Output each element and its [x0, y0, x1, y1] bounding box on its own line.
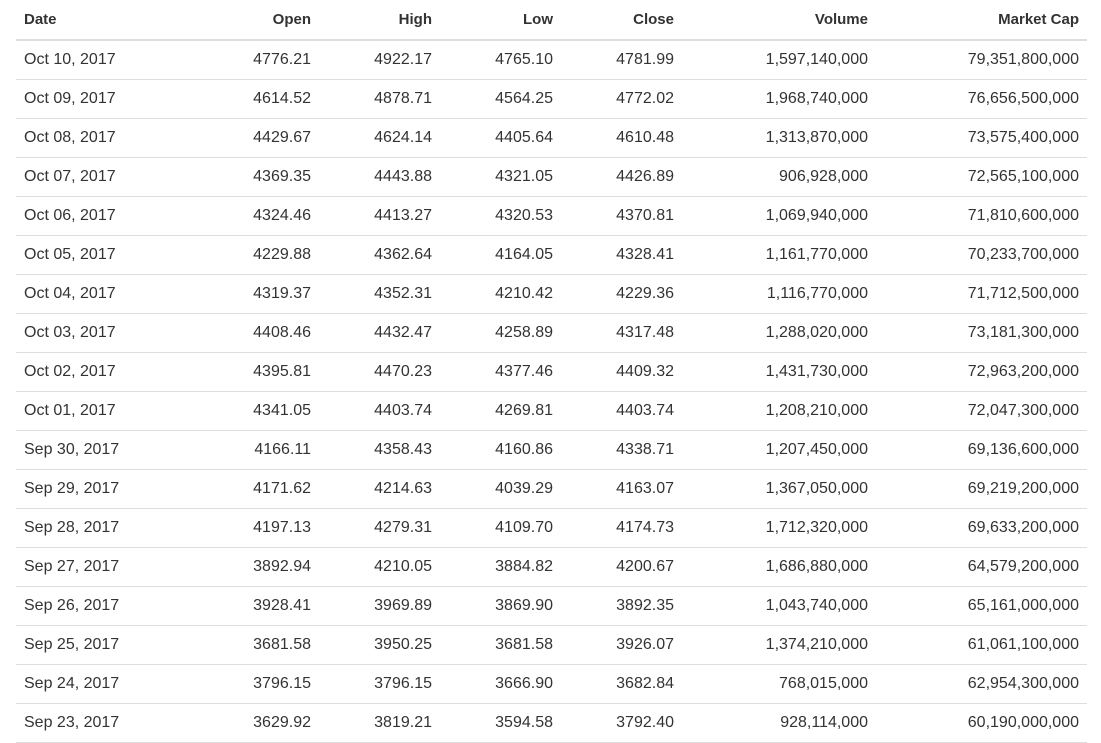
cell-high: 4624.14 — [319, 119, 440, 158]
cell-market-cap: 62,954,300,000 — [876, 665, 1087, 704]
cell-volume: 1,374,210,000 — [682, 626, 876, 665]
table-row — [16, 314, 1087, 353]
table-row — [16, 665, 1087, 704]
column-header-high[interactable]: High — [319, 0, 440, 40]
cell-low: 4564.25 — [440, 80, 561, 119]
cell-high: 4362.64 — [319, 236, 440, 275]
cell-close: 4163.07 — [561, 470, 682, 509]
cell-high: 3796.15 — [319, 665, 440, 704]
column-header-low[interactable]: Low — [440, 0, 561, 40]
cell-market-cap: 61,061,100,000 — [876, 626, 1087, 665]
cell-date: Sep 27, 2017 — [16, 548, 165, 587]
cell-open: 4395.81 — [165, 353, 319, 392]
cell-high: 4470.23 — [319, 353, 440, 392]
cell-open: 4171.62 — [165, 470, 319, 509]
cell-close: 4610.48 — [561, 119, 682, 158]
table-header-row — [16, 0, 1087, 40]
cell-volume: 1,597,140,000 — [682, 40, 876, 80]
cell-high: 4352.31 — [319, 275, 440, 314]
table-row — [16, 392, 1087, 431]
cell-open: 4197.13 — [165, 509, 319, 548]
cell-high: 4443.88 — [319, 158, 440, 197]
cell-low: 4269.81 — [440, 392, 561, 431]
table-row — [16, 431, 1087, 470]
cell-high: 4279.31 — [319, 509, 440, 548]
cell-open: 3681.58 — [165, 626, 319, 665]
table-row — [16, 236, 1087, 275]
cell-volume: 768,015,000 — [682, 665, 876, 704]
cell-open: 3796.15 — [165, 665, 319, 704]
cell-close: 4426.89 — [561, 158, 682, 197]
table-row — [16, 40, 1087, 80]
cell-low: 3594.58 — [440, 704, 561, 743]
cell-high: 3969.89 — [319, 587, 440, 626]
table-body — [16, 40, 1087, 743]
cell-date: Sep 25, 2017 — [16, 626, 165, 665]
cell-market-cap: 72,565,100,000 — [876, 158, 1087, 197]
table-row — [16, 626, 1087, 665]
cell-open: 3629.92 — [165, 704, 319, 743]
table-row — [16, 197, 1087, 236]
cell-market-cap: 70,233,700,000 — [876, 236, 1087, 275]
cell-market-cap: 71,810,600,000 — [876, 197, 1087, 236]
cell-low: 4109.70 — [440, 509, 561, 548]
cell-low: 4320.53 — [440, 197, 561, 236]
cell-low: 4321.05 — [440, 158, 561, 197]
table-row — [16, 470, 1087, 509]
cell-close: 3892.35 — [561, 587, 682, 626]
cell-date: Oct 08, 2017 — [16, 119, 165, 158]
cell-low: 4377.46 — [440, 353, 561, 392]
cell-volume: 1,367,050,000 — [682, 470, 876, 509]
cell-open: 4229.88 — [165, 236, 319, 275]
cell-open: 4341.05 — [165, 392, 319, 431]
table-row — [16, 587, 1087, 626]
cell-date: Oct 03, 2017 — [16, 314, 165, 353]
cell-high: 4403.74 — [319, 392, 440, 431]
column-header-close[interactable]: Close — [561, 0, 682, 40]
cell-market-cap: 71,712,500,000 — [876, 275, 1087, 314]
cell-low: 4164.05 — [440, 236, 561, 275]
cell-high: 3819.21 — [319, 704, 440, 743]
cell-date: Oct 01, 2017 — [16, 392, 165, 431]
cell-date: Sep 26, 2017 — [16, 587, 165, 626]
cell-close: 3682.84 — [561, 665, 682, 704]
cell-market-cap: 69,136,600,000 — [876, 431, 1087, 470]
cell-date: Sep 23, 2017 — [16, 704, 165, 743]
cell-volume: 1,069,940,000 — [682, 197, 876, 236]
cell-low: 3681.58 — [440, 626, 561, 665]
cell-low: 3869.90 — [440, 587, 561, 626]
cell-market-cap: 79,351,800,000 — [876, 40, 1087, 80]
cell-date: Oct 02, 2017 — [16, 353, 165, 392]
cell-close: 4781.99 — [561, 40, 682, 80]
cell-high: 4358.43 — [319, 431, 440, 470]
cell-date: Sep 28, 2017 — [16, 509, 165, 548]
cell-open: 4429.67 — [165, 119, 319, 158]
cell-market-cap: 72,963,200,000 — [876, 353, 1087, 392]
column-header-volume[interactable]: Volume — [682, 0, 876, 40]
cell-date: Oct 09, 2017 — [16, 80, 165, 119]
cell-low: 4160.86 — [440, 431, 561, 470]
cell-low: 4405.64 — [440, 119, 561, 158]
cell-high: 4413.27 — [319, 197, 440, 236]
cell-high: 4878.71 — [319, 80, 440, 119]
table-row — [16, 275, 1087, 314]
cell-low: 3666.90 — [440, 665, 561, 704]
cell-close: 4370.81 — [561, 197, 682, 236]
cell-market-cap: 73,575,400,000 — [876, 119, 1087, 158]
cell-volume: 928,114,000 — [682, 704, 876, 743]
cell-market-cap: 65,161,000,000 — [876, 587, 1087, 626]
cell-volume: 1,686,880,000 — [682, 548, 876, 587]
cell-volume: 1,208,210,000 — [682, 392, 876, 431]
table-row — [16, 704, 1087, 743]
cell-volume: 1,313,870,000 — [682, 119, 876, 158]
cell-market-cap: 73,181,300,000 — [876, 314, 1087, 353]
cell-close: 4317.48 — [561, 314, 682, 353]
cell-low: 4039.29 — [440, 470, 561, 509]
cell-volume: 1,161,770,000 — [682, 236, 876, 275]
cell-open: 4408.46 — [165, 314, 319, 353]
cell-volume: 1,043,740,000 — [682, 587, 876, 626]
cell-close: 4174.73 — [561, 509, 682, 548]
cell-open: 4166.11 — [165, 431, 319, 470]
table-row — [16, 353, 1087, 392]
cell-date: Oct 04, 2017 — [16, 275, 165, 314]
cell-volume: 1,431,730,000 — [682, 353, 876, 392]
table-row — [16, 80, 1087, 119]
cell-close: 4328.41 — [561, 236, 682, 275]
cell-open: 4324.46 — [165, 197, 319, 236]
cell-volume: 906,928,000 — [682, 158, 876, 197]
cell-date: Oct 07, 2017 — [16, 158, 165, 197]
table-row — [16, 509, 1087, 548]
table-row — [16, 548, 1087, 587]
cell-high: 4210.05 — [319, 548, 440, 587]
cell-volume: 1,968,740,000 — [682, 80, 876, 119]
column-header-market-cap[interactable]: Market Cap — [876, 0, 1087, 40]
cell-close: 4338.71 — [561, 431, 682, 470]
cell-date: Sep 29, 2017 — [16, 470, 165, 509]
cell-close: 4772.02 — [561, 80, 682, 119]
cell-market-cap: 69,219,200,000 — [876, 470, 1087, 509]
table-header — [16, 0, 1087, 40]
cell-open: 4776.21 — [165, 40, 319, 80]
cell-open: 4319.37 — [165, 275, 319, 314]
cell-date: Oct 10, 2017 — [16, 40, 165, 80]
cell-market-cap: 64,579,200,000 — [876, 548, 1087, 587]
table-row — [16, 158, 1087, 197]
table-row — [16, 119, 1087, 158]
historical-data-table-container — [16, 0, 1087, 743]
cell-low: 4210.42 — [440, 275, 561, 314]
cell-market-cap: 69,633,200,000 — [876, 509, 1087, 548]
cell-volume: 1,288,020,000 — [682, 314, 876, 353]
cell-close: 3926.07 — [561, 626, 682, 665]
cell-high: 4922.17 — [319, 40, 440, 80]
cell-high: 3950.25 — [319, 626, 440, 665]
cell-low: 4765.10 — [440, 40, 561, 80]
cell-volume: 1,207,450,000 — [682, 431, 876, 470]
historical-data-table — [16, 0, 1087, 743]
cell-open: 3892.94 — [165, 548, 319, 587]
cell-open: 4614.52 — [165, 80, 319, 119]
cell-open: 4369.35 — [165, 158, 319, 197]
cell-low: 4258.89 — [440, 314, 561, 353]
cell-market-cap: 72,047,300,000 — [876, 392, 1087, 431]
column-header-open[interactable]: Open — [165, 0, 319, 40]
cell-close: 3792.40 — [561, 704, 682, 743]
cell-volume: 1,116,770,000 — [682, 275, 876, 314]
cell-market-cap: 60,190,000,000 — [876, 704, 1087, 743]
cell-high: 4214.63 — [319, 470, 440, 509]
cell-high: 4432.47 — [319, 314, 440, 353]
cell-low: 3884.82 — [440, 548, 561, 587]
cell-close: 4229.36 — [561, 275, 682, 314]
column-header-date[interactable]: Date — [16, 0, 165, 40]
cell-date: Oct 05, 2017 — [16, 236, 165, 275]
cell-market-cap: 76,656,500,000 — [876, 80, 1087, 119]
cell-close: 4409.32 — [561, 353, 682, 392]
cell-date: Oct 06, 2017 — [16, 197, 165, 236]
cell-volume: 1,712,320,000 — [682, 509, 876, 548]
cell-close: 4200.67 — [561, 548, 682, 587]
cell-date: Sep 30, 2017 — [16, 431, 165, 470]
cell-date: Sep 24, 2017 — [16, 665, 165, 704]
cell-open: 3928.41 — [165, 587, 319, 626]
cell-close: 4403.74 — [561, 392, 682, 431]
